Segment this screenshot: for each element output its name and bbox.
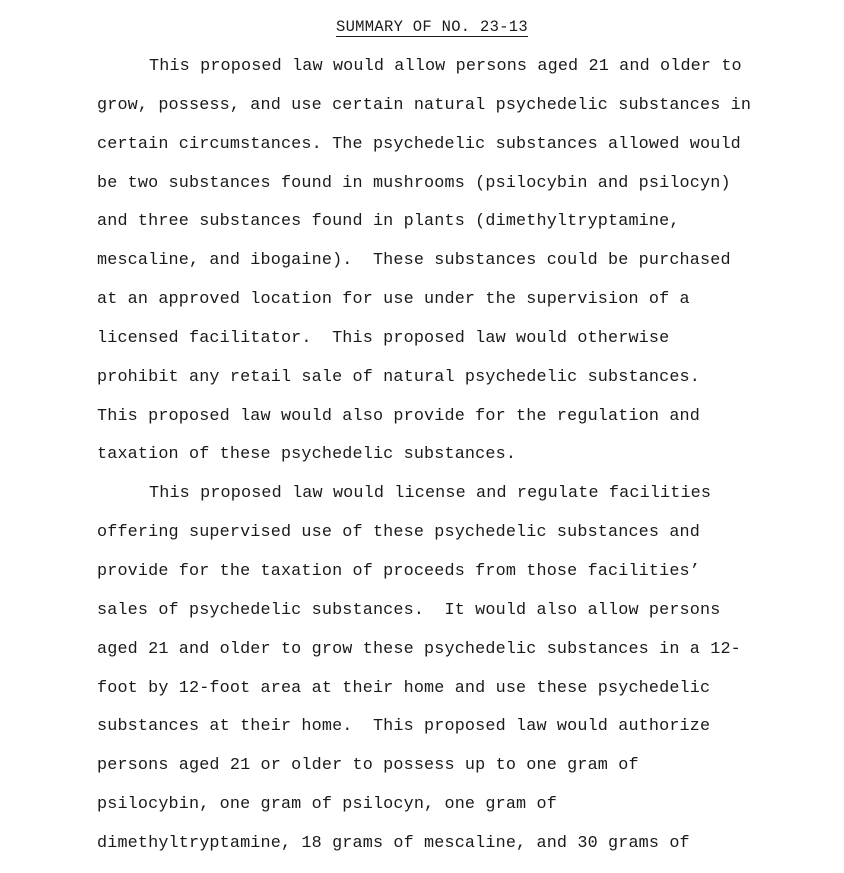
document-body xyxy=(97,57,797,873)
paragraph-1-line-11: taxation of these psychedelic substances. xyxy=(97,445,517,465)
paragraph-2-line-10: dimethyltryptamine, 18 grams of mescaline, and 30 grams of xyxy=(97,833,690,853)
paragraph-2-line-9: psilocybin, one gram of psilocyn, one gram of xyxy=(97,795,557,815)
paragraph-1-line-9: prohibit any retail sale of natural psychedelic substances. xyxy=(97,367,701,387)
document-title-text: SUMMARY OF NO. 23-13 xyxy=(335,18,529,36)
paragraph-2-line-3: provide for the taxation of proceeds from those facilities’ xyxy=(97,561,701,581)
paragraph-2-line-8: persons aged 21 or older to possess up to one gram of xyxy=(97,756,639,776)
paragraph-1-line-4: be two substances found in mushrooms (psilocybin and psilocyn) xyxy=(97,173,731,193)
paragraph-2-line-5: aged 21 and older to grow these psychedelic substances in a 12- xyxy=(97,639,741,659)
paragraph-1-line-8: licensed facilitator. This proposed law would otherwise xyxy=(97,328,670,348)
document-title xyxy=(0,17,844,37)
paragraph-1-line-6: mescaline, and ibogaine). These substances could be purchased xyxy=(97,251,731,271)
paragraph-2-line-1: This proposed law would license and regulate facilities xyxy=(149,484,712,504)
paragraph-1-line-3: certain circumstances. The psychedelic substances allowed would xyxy=(97,134,741,154)
paragraph-2-line-2: offering supervised use of these psychedelic substances and xyxy=(97,523,701,543)
paragraph-1-line-10: This proposed law would also provide for the regulation and xyxy=(97,406,701,426)
paragraph-1-line-7: at an approved location for use under the supervision of a xyxy=(97,290,690,310)
paragraph-1-line-2: grow, possess, and use certain natural psychedelic substances in xyxy=(97,95,752,115)
paragraph-1-line-1: This proposed law would allow persons aged 21 and older to xyxy=(149,57,742,76)
paragraph-2-line-4: sales of psychedelic substances. It would also allow persons xyxy=(97,600,721,620)
paragraph-2-line-6: foot by 12-foot area at their home and use these psychedelic xyxy=(97,678,711,698)
paragraph-2-line-7: substances at their home. This proposed law would authorize xyxy=(97,717,711,737)
paragraph-1-line-5: and three substances found in plants (dimethyltryptamine, xyxy=(97,212,680,232)
